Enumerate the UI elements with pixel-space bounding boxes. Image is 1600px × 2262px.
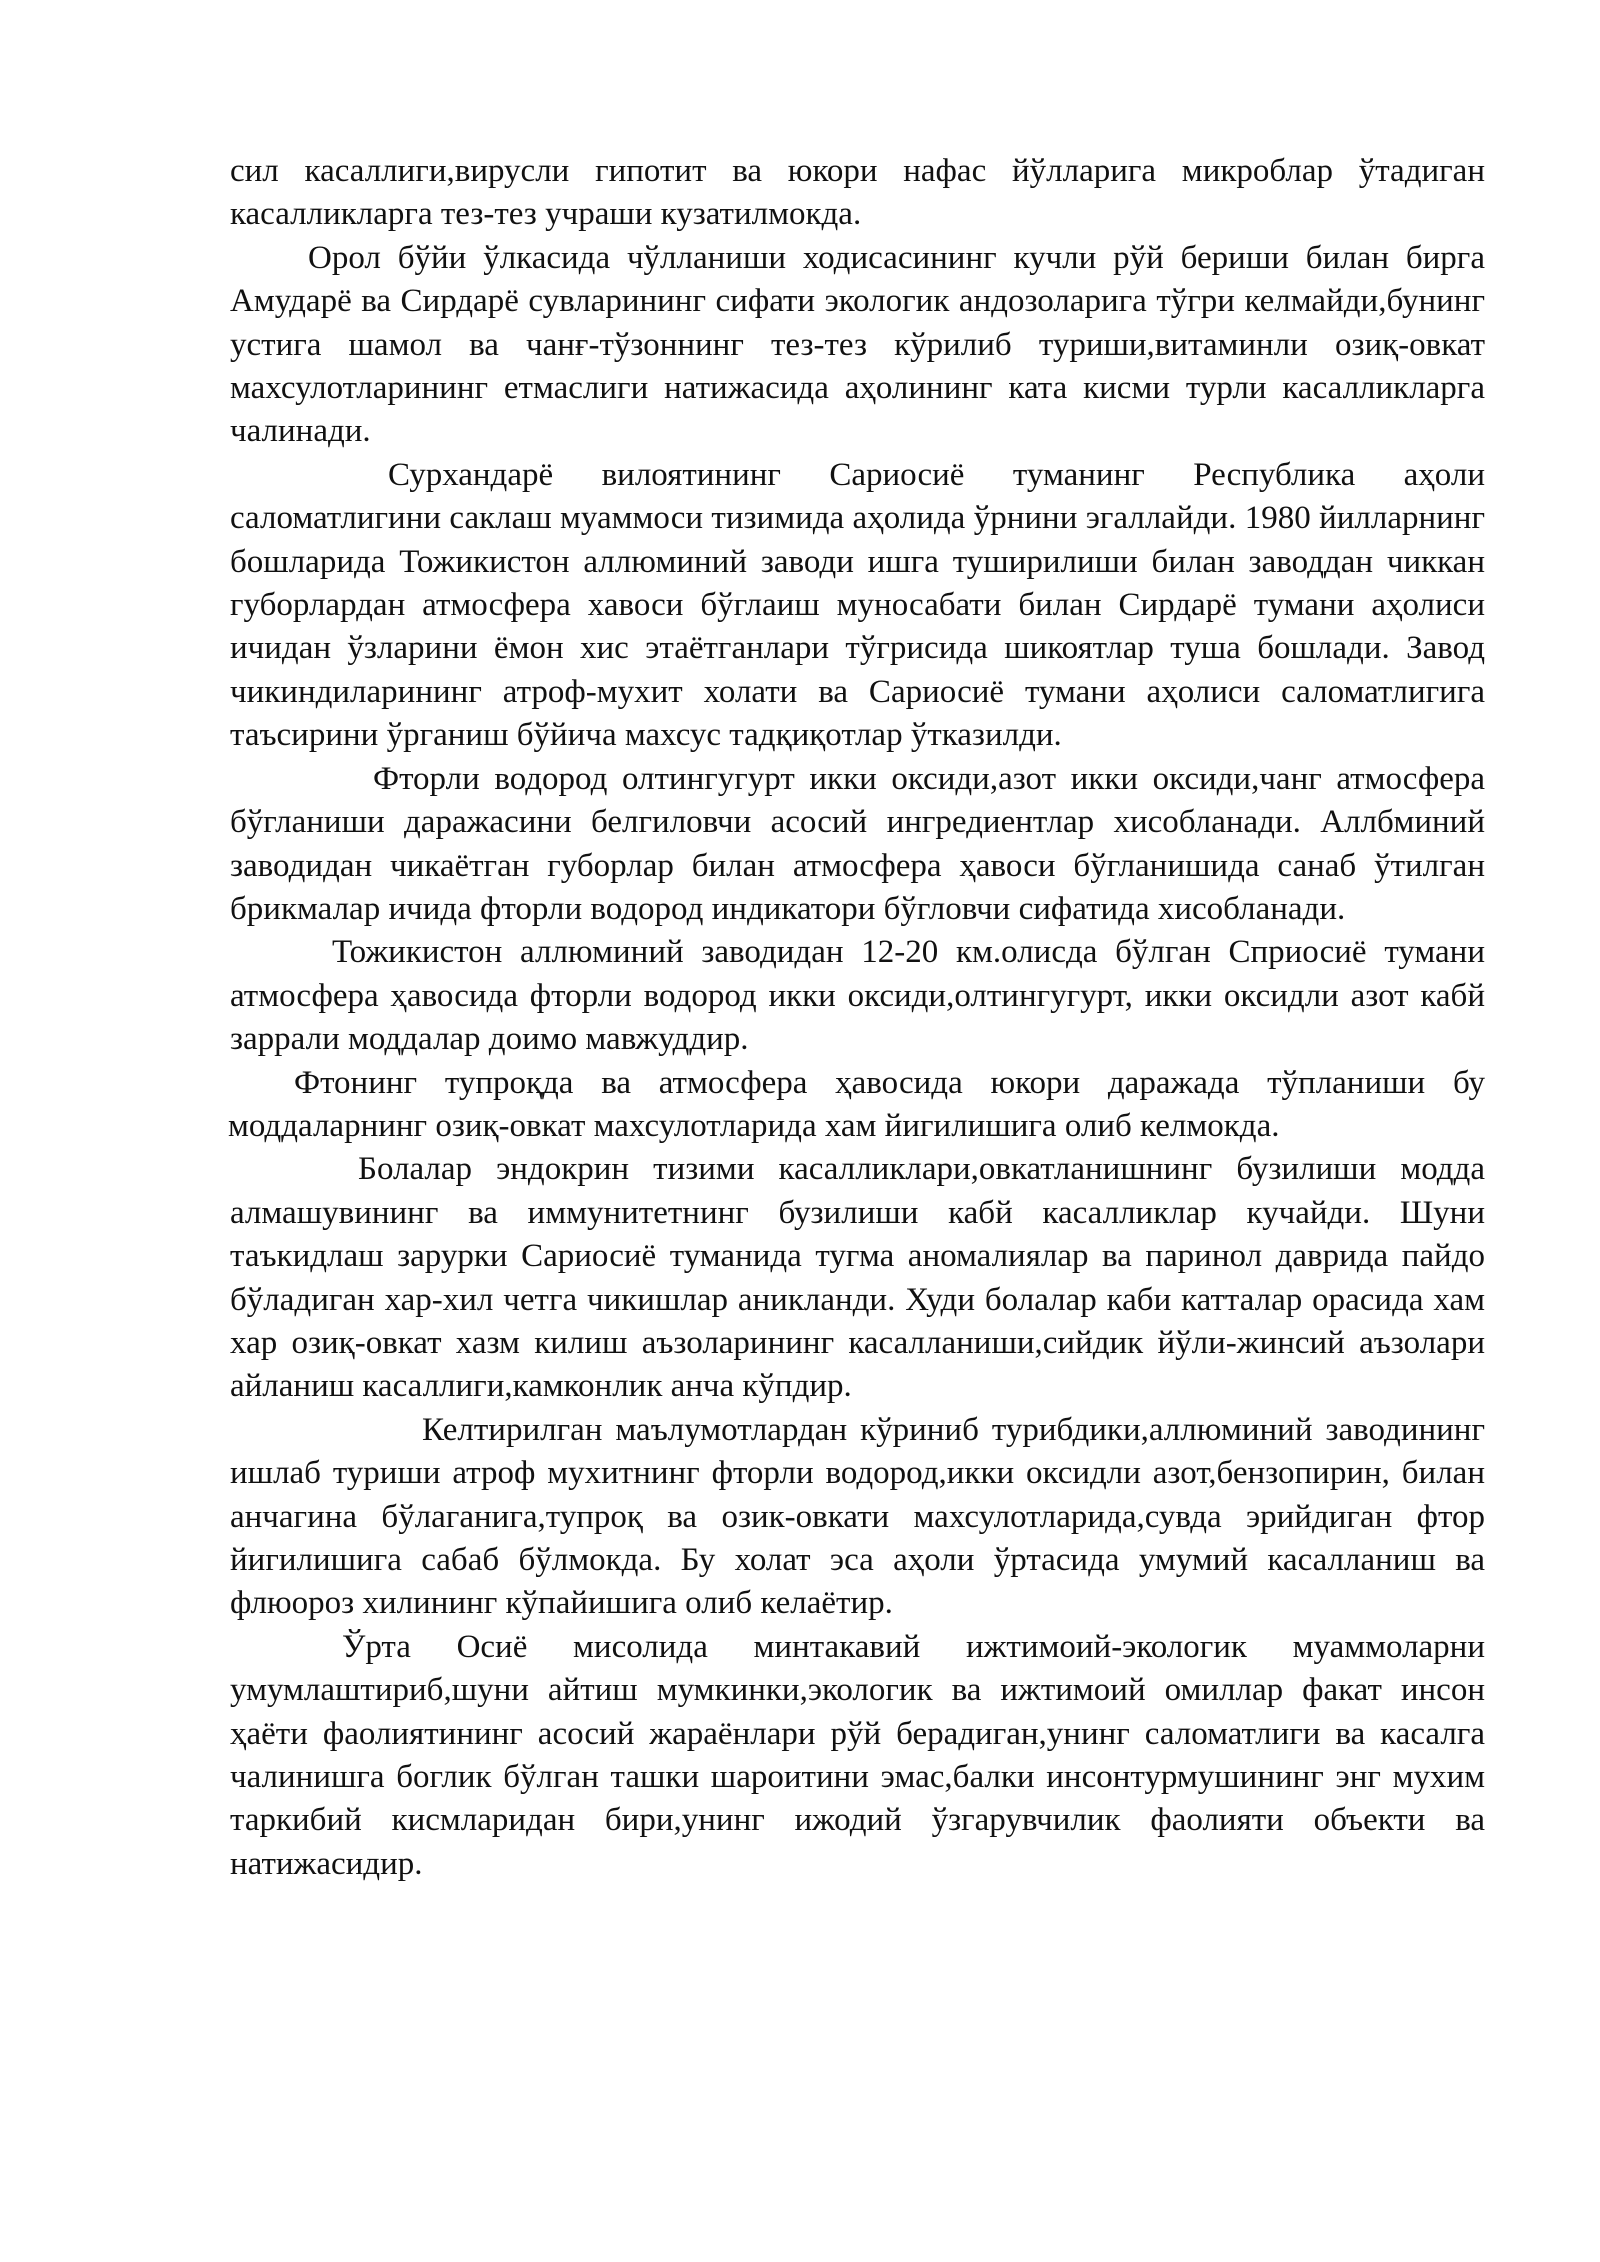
paragraph-3: Сурхандарё вилоятининг Сариосиё туманинг Республика аҳоли саломатлигини саклаш муаммоси тизимида аҳолида ўрнини эгаллайди. 1980 йилларнинг бошларида Тожикистон аллюминий заводи ишга туширилиши билан заводдан чиккан губорлардан атмосфера хавоси бўглаиш муносабати билан Сирдарё тумани аҳолиси ичидан ўзларини ёмон хис этаётганлари тўгрисида шикоятлар туша бошлади. Завод чикиндиларининг атроф-мухит холати ва Сариосиё тумани аҳолиси саломатлигига таъсирини ўрганиш бўйича махсус тадқиқотлар ўтказилди. — [230, 456, 1485, 754]
paragraph-8: Келтирилган маълумотлардан кўриниб турибдики,аллюминий заводининг ишлаб туриши атроф мухитнинг фторли водород,икки оксидли азот,бензопирин, билан анчагина бўлаганига,тупроқ ва озик-овкати махсулотларида,сувда эрийдиган фтор йигилишига сабаб бўлмокда. Бу холат эса аҳоли ўртасида умумий касалланиш ва флюороз хилининг кўпайишига олиб келаётир. — [230, 1411, 1485, 1622]
paragraph-6: Фтонинг тупроқда ва атмосфера ҳавосида юкори даражада тўпланиши бу моддаларнинг озиқ-овкат махсулотларида хам йигилишига олиб келмокда. — [228, 1064, 1485, 1144]
paragraph-7: Болалар эндокрин тизими касалликлари,овкатланишнинг бузилиши модда алмашувининг ва иммунитетнинг бузилиши кабй касалликлар кучайди. Шуни таъкидлаш зарурки Сариосиё туманида тугма аномалиялар ва паринол даврида пайдо бўладиган хар-хил четга чикишлар аникланди. Худи болалар каби катталар орасида хам хар озиқ-овкат хазм килиш аъзоларининг касалланиши,сийдик йўли-жинсий аъзолари айланиш касаллиги,камконлик анча кўпдир. — [230, 1151, 1485, 1405]
paragraph-2: Орол бўйи ўлкасида чўлланиши ходисасининг кучли рўй бериши билан бирга Амударё ва Сирдарё сувларининг сифати экологик андозоларига тўгри келмайди,бунинг устига шамол ва чанғ-тўзоннинг тез-тез кўрилиб туриши,витаминли озиқ-овкат махсулотларининг етмаслиги натижасида аҳолининг ката кисми турли касалликларга чалинади. — [230, 239, 1485, 450]
paragraph-5: Тожикистон аллюминий заводидан 12-20 км.олисда бўлган Сприосиё тумани атмосфера ҳавосида фторли водород икки оксиди,олтингугурт, икки оксидли азот кабй заррали моддалар доимо мавжуддир. — [230, 934, 1485, 1058]
paragraph-4: Фторли водород олтингугурт икки оксиди,азот икки оксиди,чанг атмосфера бўгланиши даражасини белгиловчи асосий ингредиентлар хисобланади. Аллбминий заводидан чикаётган губорлар билан атмосфера ҳавоси бўгланишида санаб ўтилган брикмалар ичида фторли водород индикатори бўгловчи сифатида хисобланади. — [230, 760, 1485, 927]
paragraph-9: Ўрта Осиё мисолида минтакавий ижтимоий-экологик муаммоларни умумлаштириб,шуни айтиш мумкинки,экологик ва ижтимоий омиллар факат инсон ҳаёти фаолиятининг асосий жараёнлари рўй берадиган,унинг саломатлиги ва касалга чалинишга боглик бўлган ташки шароитини эмас,балки инсонтурмушининг энг мухим таркибий кисмларидан бири,унинг ижодий ўзгарувчилик фаолияти объекти ва натижасидир. — [230, 1628, 1485, 1882]
document-page — [230, 150, 1485, 1886]
paragraph-1: сил касаллиги,вирусли гипотит ва юкори нафас йўлларига микроблар ўтадиган касалликларга тез-тез учраши кузатилмокда. — [230, 153, 1485, 233]
